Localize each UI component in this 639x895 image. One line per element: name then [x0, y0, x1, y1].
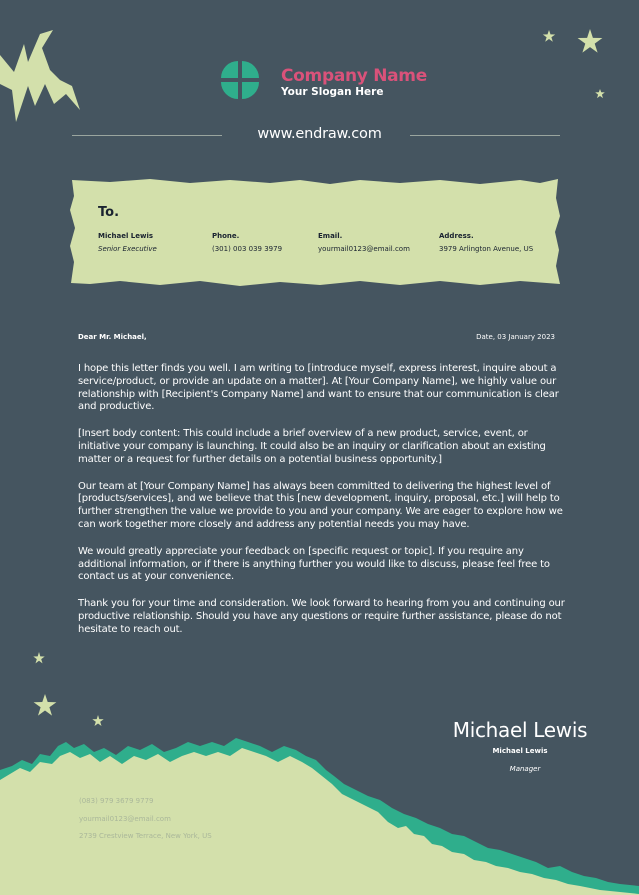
address-label: Address.	[439, 232, 474, 240]
star-icon	[543, 30, 555, 42]
letter-body	[78, 363, 568, 651]
footer-address: 2739 Crestview Terrace, New York, US	[79, 832, 212, 840]
company-slogan: Your Slogan Here	[281, 86, 384, 98]
to-heading: To.	[98, 205, 120, 220]
company-name: Company Name	[281, 66, 427, 86]
signer-name: Michael Lewis	[492, 747, 548, 755]
four-leaf-clover-icon	[217, 57, 263, 103]
star-icon	[595, 89, 605, 98]
recipient-phone: (301) 003 039 3979	[212, 245, 283, 253]
recipient-name: Michael Lewis	[98, 232, 154, 240]
footer-phone: (083) 979 3679 9779	[79, 797, 154, 805]
email-label: Email.	[318, 232, 343, 240]
letter-date: Date, 03 January 2023	[476, 333, 555, 341]
star-icon	[34, 694, 57, 716]
letter-paragraph: Our team at [Your Company Name] has always been committed to delivering the highest level of [products/services], and we believe that this [new development, inquiry, proposal, etc.] will help to further strengthen the value we provide to you and your company. We are eager to explore how we can work together more closely and address any potential needs you may have.	[78, 480, 563, 530]
letter-paragraph: Thank you for your time and consideration. We look forward to hearing from you and continuing our productive relationship. Should you have any questions or require further assistance, please do not hesitate to reach out.	[78, 598, 565, 635]
lightning-bolt-icon	[0, 30, 80, 122]
footer-email[interactable]: yourmail0123@email.com	[79, 815, 171, 823]
salutation: Dear Mr. Michael,	[78, 333, 147, 341]
star-icon	[33, 652, 44, 663]
signature: Michael Lewis	[452, 718, 588, 742]
signer-role: Manager	[509, 765, 541, 773]
letter-paragraph: We would greatly appreciate your feedback on [specific request or topic]. If you require any additional information, or if there is anything further you would like to discuss, please feel free to contact us at your convenience.	[78, 545, 550, 583]
letter-paragraph: [Insert body content: This could include a brief overview of a new product, service, event, or initiative your company is launching. It could also be an inquiry or clarification about an existing matter or a request for further details on a potential business opportunity.]	[78, 428, 546, 465]
recipient-email[interactable]: yourmail0123@email.com	[318, 245, 410, 253]
website-link[interactable]: www.endraw.com	[257, 126, 382, 142]
recipient-title: Senior Executive	[98, 245, 157, 253]
star-icon	[578, 29, 603, 53]
recipient-address: 3979 Arlington Avenue, US	[439, 245, 534, 253]
phone-label: Phone.	[212, 232, 240, 240]
star-icon	[92, 715, 103, 726]
letter-paragraph: I hope this letter finds you well. I am writing to [introduce myself, express interest, inquire about a service/product, or provide an update on a matter]. At [Your Company Name], we highly value our relationship with [Recipient's Company Name] and want to ensure that our communication is clear and productive.	[78, 363, 559, 413]
